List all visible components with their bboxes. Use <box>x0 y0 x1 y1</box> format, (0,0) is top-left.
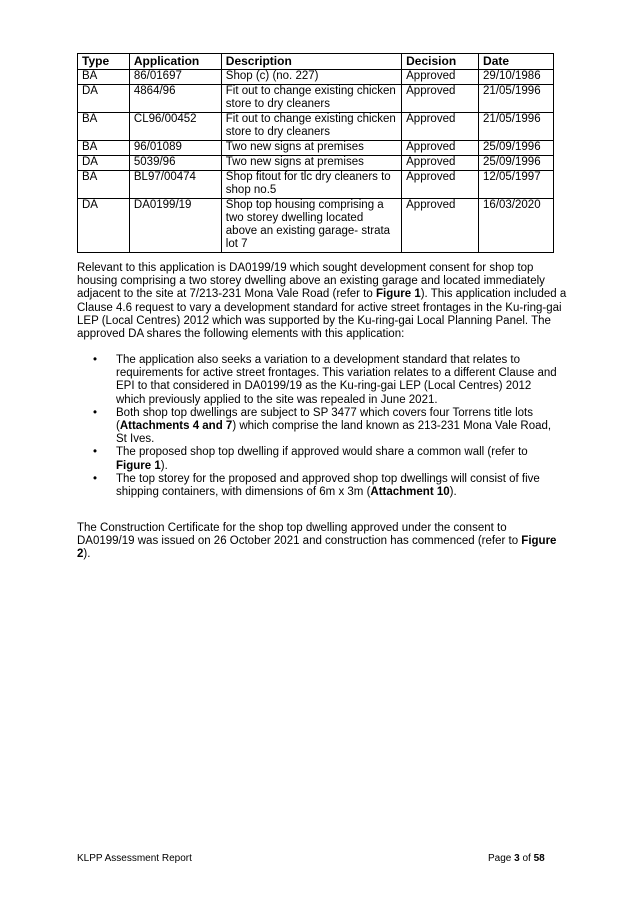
list-item-text: The top storey for the proposed and approved shop top dwellings will consist of five shipping containers, with dimensions of 6m x 3m ( <box>116 472 540 499</box>
cell-date: 12/05/1997 <box>479 171 554 199</box>
cell-date: 25/09/1996 <box>479 156 554 171</box>
bullet-icon: • <box>93 472 98 485</box>
cell-decision: Approved <box>402 156 479 171</box>
figure-reference: Figure 1 <box>116 459 161 472</box>
cell-application: BL97/00474 <box>129 171 221 199</box>
bullet-icon: • <box>93 354 98 366</box>
paragraph-text: The Construction Certificate for the shop top dwelling approved under the consent to DA0199/19 was issued on 26 October 2021 and construction has commenced (refer to <box>77 522 522 548</box>
shared-elements-list <box>77 354 557 499</box>
page-current: 3 <box>514 853 520 864</box>
column-header-type: Type <box>78 54 130 70</box>
column-header-date: Date <box>479 54 554 70</box>
cell-date: 21/05/1996 <box>479 113 554 141</box>
table-row <box>78 171 554 199</box>
paragraph-text: Relevant to this application is DA0199/19 which sought development consent for shop top housing comprising a two storey dwelling above an existing garage and located immediately adjacent to the site at 7/213-231 Mona Vale Road (refer to <box>77 262 545 301</box>
cell-type: BA <box>78 141 130 156</box>
list-item-text: ) which comprise the land known as 213-231 Mona Vale Road, St Ives. <box>116 420 552 446</box>
cell-application: 86/01697 <box>129 70 221 85</box>
cell-date: 21/05/1996 <box>479 85 554 113</box>
list-item-text: The application also seeks a variation to a development standard that relates to requirements for active street frontages. This variation relates to a different Clause and EPI to that considered in DA0199/19 as the Ku-ring-gai LEP (Local Centres) 2012 which previously applied to the site was repealed in June 2021. <box>116 354 557 406</box>
attachment-reference: Attachment 10 <box>370 486 450 499</box>
figure-reference: Figure 2 <box>77 535 557 561</box>
cell-type: BA <box>78 113 130 141</box>
table-row <box>78 85 554 113</box>
cell-application: CL96/00452 <box>129 113 221 141</box>
column-header-application: Application <box>129 54 221 70</box>
footer-page-number <box>488 853 545 864</box>
paragraph-text: ). <box>83 548 91 561</box>
paragraph-text: ). This application included a Clause 4.6 request to vary a development standard for active street frontages in the Ku-ring-gai LEP (Local Centres) 2012 which was supported by the Ku-ring-gai Local Planning Panel. The approved DA shares the following elements with this application: <box>77 288 567 341</box>
cell-description: Two new signs at premises <box>221 156 401 171</box>
list-item-text: The proposed shop top dwelling if approved would share a common wall (refer to <box>116 446 528 459</box>
cell-type: DA <box>78 199 130 253</box>
column-header-description: Description <box>221 54 401 70</box>
table-header-row <box>78 54 554 70</box>
table-row <box>78 141 554 156</box>
cell-date: 29/10/1986 <box>479 70 554 85</box>
cell-decision: Approved <box>402 141 479 156</box>
cell-decision: Approved <box>402 171 479 199</box>
cell-type: BA <box>78 70 130 85</box>
list-item-text: ). <box>449 486 457 499</box>
column-header-decision: Decision <box>402 54 479 70</box>
cell-decision: Approved <box>402 113 479 141</box>
page-prefix: Page <box>488 853 515 864</box>
footer-report-name: KLPP Assessment Report <box>77 853 192 864</box>
table-row <box>78 70 554 85</box>
cell-application: 96/01089 <box>129 141 221 156</box>
cell-date: 25/09/1996 <box>479 141 554 156</box>
relevance-paragraph <box>77 262 567 341</box>
cell-decision: Approved <box>402 70 479 85</box>
cell-description: Fit out to change existing chicken store to dry cleaners <box>221 113 401 141</box>
development-history-table <box>77 53 554 253</box>
cell-decision: Approved <box>402 199 479 253</box>
cell-type: DA <box>78 85 130 113</box>
attachment-reference: Attachments 4 and 7 <box>119 420 233 433</box>
bullet-icon: • <box>93 446 98 459</box>
cell-application: DA0199/19 <box>129 199 221 253</box>
cell-decision: Approved <box>402 85 479 113</box>
page-total: 58 <box>533 853 545 864</box>
cell-description: Shop top housing comprising a two storey dwelling located above an existing garage- strata lot 7 <box>221 199 401 253</box>
cell-description: Two new signs at premises <box>221 141 401 156</box>
list-item <box>77 446 557 472</box>
cell-date: 16/03/2020 <box>479 199 554 253</box>
construction-paragraph <box>77 522 567 562</box>
list-item <box>77 473 557 499</box>
cell-description: Fit out to change existing chicken store to dry cleaners <box>221 85 401 113</box>
list-item-text: Both shop top dwellings are subject to SP 3477 which covers four Torrens title lots ( <box>116 406 533 433</box>
table-row <box>78 199 554 253</box>
list-item-text: ). <box>160 459 168 472</box>
page-of: of <box>519 853 534 864</box>
cell-type: BA <box>78 171 130 199</box>
cell-application: 4864/96 <box>129 85 221 113</box>
cell-type: DA <box>78 156 130 171</box>
cell-description: Shop fitout for tlc dry cleaners to shop no.5 <box>221 171 401 199</box>
bullet-icon: • <box>93 406 98 419</box>
table-row <box>78 156 554 171</box>
list-item <box>77 354 557 407</box>
table-row <box>78 113 554 141</box>
cell-application: 5039/96 <box>129 156 221 171</box>
list-item <box>77 407 557 447</box>
figure-reference: Figure 1 <box>375 288 421 301</box>
cell-description: Shop (c) (no. 227) <box>221 70 401 85</box>
